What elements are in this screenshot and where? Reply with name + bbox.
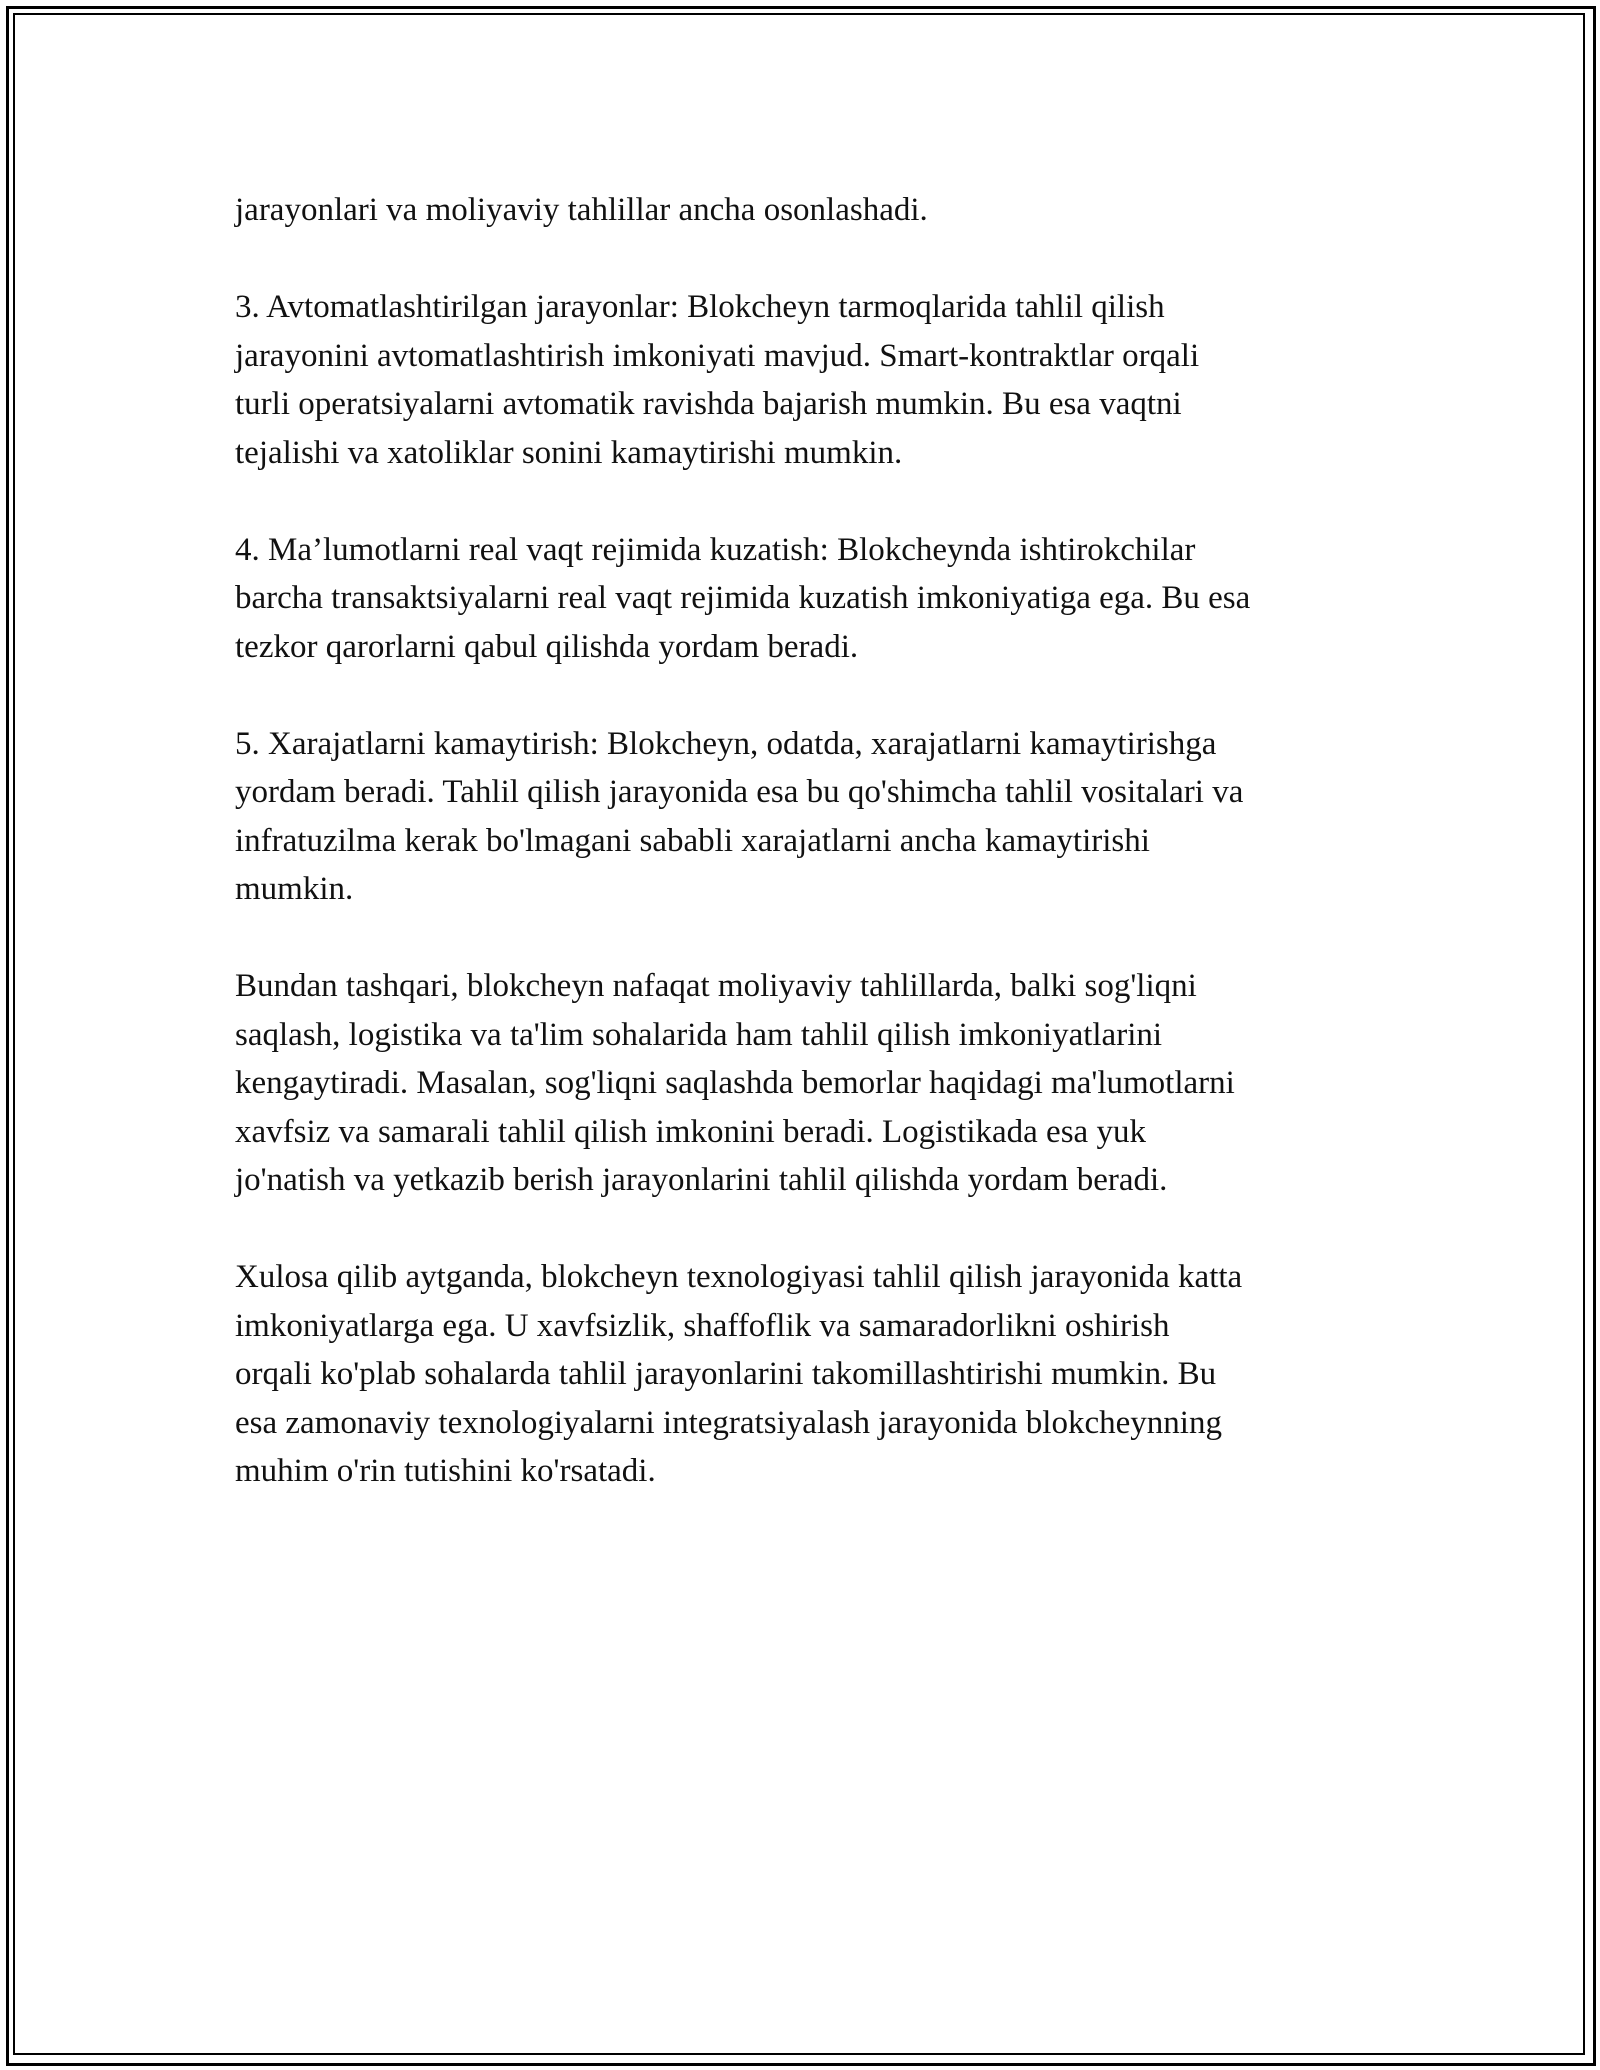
text-line: orqali ko'plab sohalarda tahlil jarayonlarini takomillashtirishi mumkin. Bu [235, 1356, 1217, 1392]
text-line: jarayonlari va moliyaviy tahlillar ancha osonlashadi. [235, 192, 928, 228]
text-line: 3. Avtomatlashtirilgan jarayonlar: Blokcheyn tarmoqlarida tahlil qilish [235, 289, 1165, 325]
text-line: Xulosa qilib aytganda, blokcheyn texnologiyasi tahlil qilish jarayonida katta [235, 1259, 1243, 1295]
text-line: barcha transaktsiyalarni real vaqt rejimida kuzatish imkoniyatiga ega. Bu esa [235, 580, 1251, 616]
text-line: tejalishi va xatoliklar sonini kamaytirishi mumkin. [235, 434, 903, 471]
text-line: xavfsiz va samarali tahlil qilish imkonini beradi. Logistikada esa yuk [235, 1113, 1146, 1150]
paragraph-point-4 [235, 526, 1375, 672]
text-line: muhim o'rin tutishini ko'rsatadi. [235, 1453, 656, 1489]
text-line: tezkor qarorlarni qabul qilishda yordam beradi. [235, 628, 859, 665]
text-line: esa zamonaviy texnologiyalarni integratsiyalash jarayonida blokcheynning [235, 1404, 1222, 1441]
text-line: kengaytiradi. Masalan, sog'liqni saqlashda bemorlar haqidagi ma'lumotlarni [235, 1065, 1235, 1101]
text-line: turli operatsiyalarni avtomatik ravishda bajarish mumkin. Bu esa vaqtni [235, 386, 1182, 422]
text-line: mumkin. [235, 871, 354, 907]
paragraph-extra-domains [235, 962, 1375, 1205]
text-line: jarayonini avtomatlashtirish imkoniyati mavjud. Smart-kontraktlar orqali [235, 337, 1200, 374]
text-line: infratuzilma kerak bo'lmagani sababli xarajatlarni ancha kamaytirishi [235, 822, 1150, 859]
paragraph-point-5 [235, 720, 1375, 914]
text-line: jo'natish va yetkazib berish jarayonlarini tahlil qilishda yordam beradi. [235, 1162, 1168, 1198]
text-line: Bundan tashqari, blokcheyn nafaqat moliyaviy tahlillarda, balki sog'liqni [235, 968, 1197, 1004]
text-line: imkoniyatlarga ega. U xavfsizlik, shaffoflik va samaradorlikni oshirish [235, 1307, 1170, 1344]
document-body [235, 186, 1375, 1496]
text-line: 5. Xarajatlarni kamaytirish: Blokcheyn, odatda, xarajatlarni kamaytirishga [235, 725, 1217, 762]
paragraph-continuation [235, 186, 1375, 235]
text-line: 4. Ma’lumotlarni real vaqt rejimida kuzatish: Blokcheynda ishtirokchilar [235, 531, 1196, 568]
paragraph-point-3 [235, 283, 1375, 477]
text-line: yordam beradi. Tahlil qilish jarayonida esa bu qo'shimcha tahlil vositalari va [235, 774, 1244, 810]
text-line: saqlash, logistika va ta'lim sohalarida ham tahlil qilish imkoniyatlarini [235, 1016, 1163, 1053]
paragraph-conclusion [235, 1253, 1375, 1496]
